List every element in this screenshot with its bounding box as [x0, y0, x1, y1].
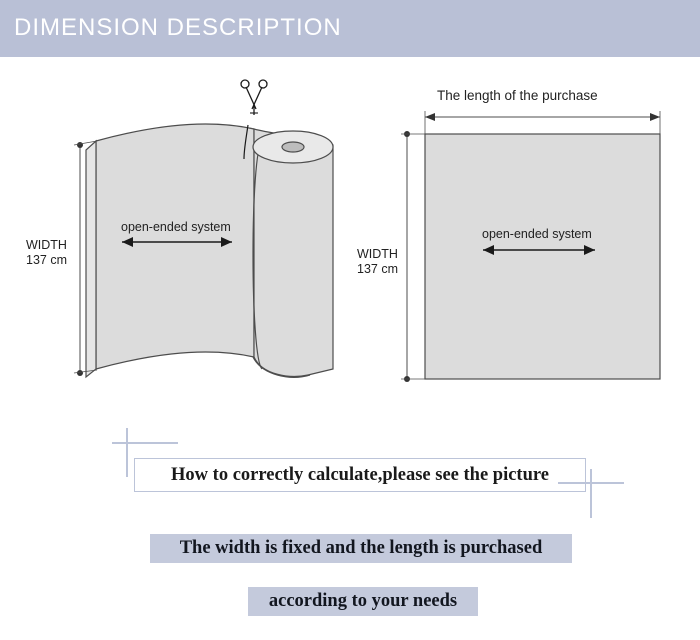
right-open-ended-label: open-ended system	[482, 227, 592, 241]
fabric-edge-flap	[86, 141, 96, 377]
scissors-icon	[241, 80, 267, 115]
diagram-illustration	[0, 57, 700, 417]
flat-sheet-shape	[425, 134, 660, 379]
left-dimension-endpoint-top	[77, 142, 83, 148]
roll-body-shape	[254, 129, 333, 376]
bottom-text-section	[0, 417, 700, 640]
banner-according-needs-text: according to your needs	[268, 591, 458, 611]
length-arrow-right	[650, 113, 660, 121]
purchase-length-label: The length of the purchase	[437, 88, 598, 103]
page-title: DIMENSION DESCRIPTION	[14, 14, 342, 41]
left-width-label-line1: WIDTH	[26, 238, 67, 252]
left-width-label-line2: 137 cm	[26, 253, 67, 267]
banner-according-needs	[248, 587, 478, 616]
roll-core-hole	[282, 142, 304, 152]
right-width-label-line1: WIDTH	[357, 247, 398, 261]
banner-width-fixed-text: The width is fixed and the length is purchased	[179, 538, 543, 558]
length-arrow-left	[425, 113, 435, 121]
banner-width-fixed	[150, 534, 572, 563]
banner-how-to-calculate	[134, 458, 586, 492]
banner-how-to-calculate-text: How to correctly calculate,please see the picture	[171, 464, 549, 485]
right-width-label-line2: 137 cm	[357, 262, 398, 276]
left-dimension-endpoint-bottom	[77, 370, 83, 376]
fabric-sheet-shape	[96, 124, 254, 369]
diagram-area	[0, 57, 700, 417]
left-open-ended-label: open-ended system	[121, 220, 231, 234]
